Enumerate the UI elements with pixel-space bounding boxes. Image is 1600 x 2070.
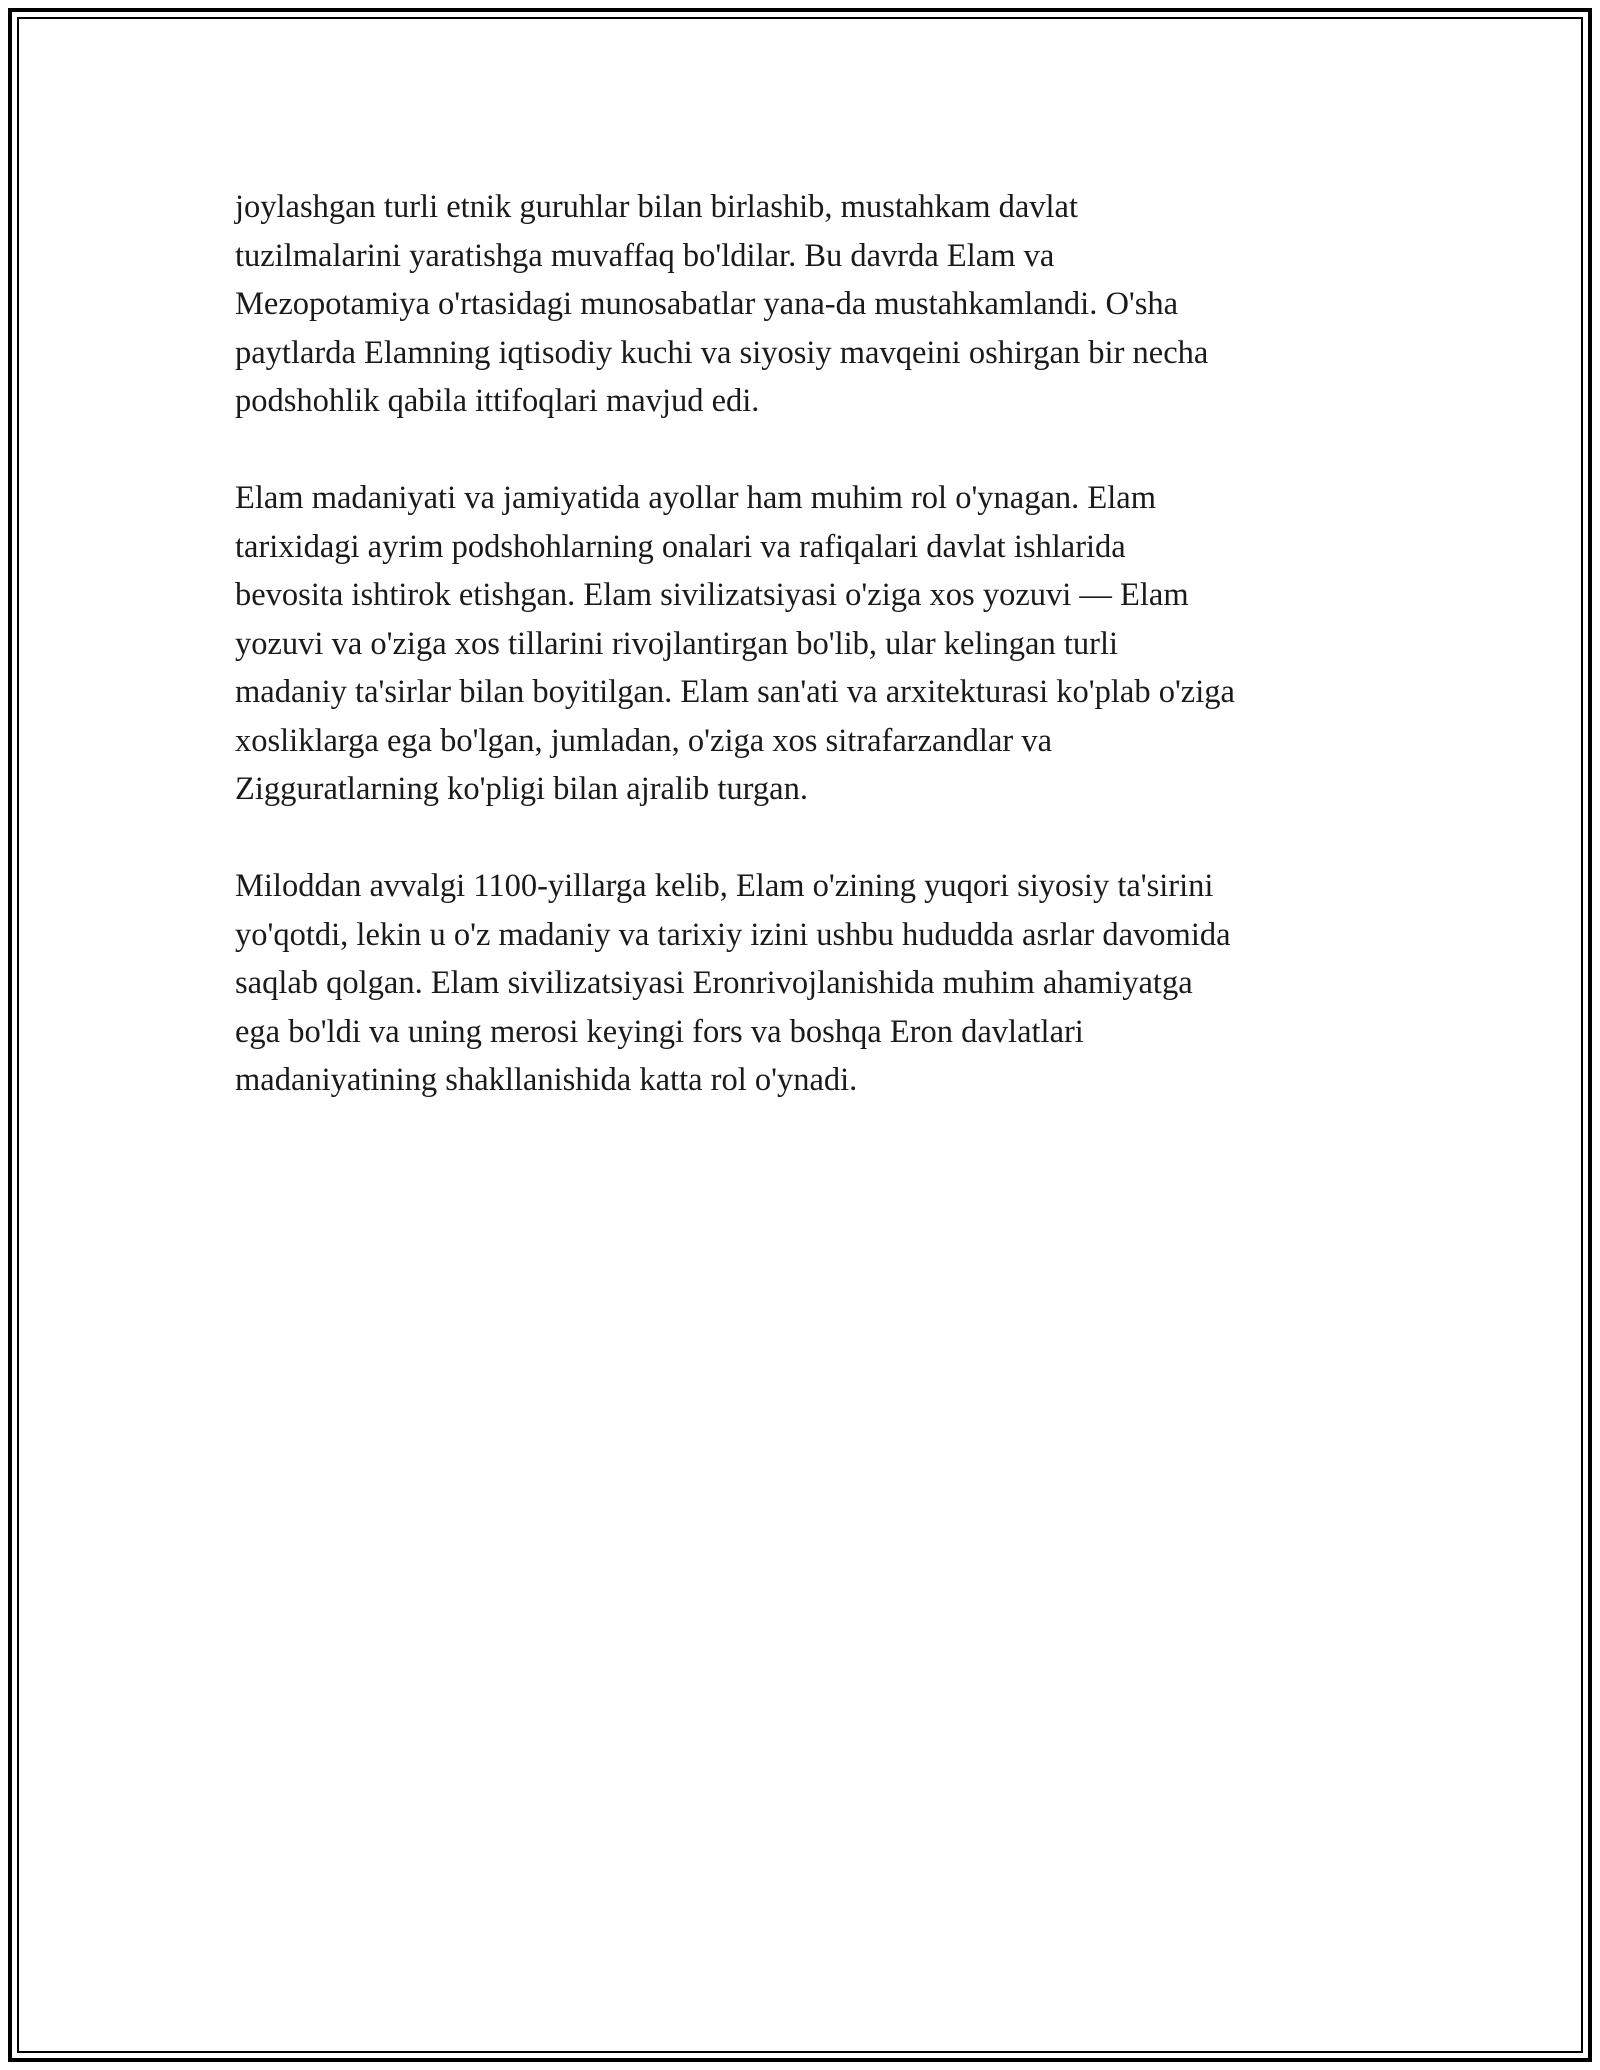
text-line: tuzilmalarini yaratishga muvaffaq bo'ldilar. Bu davrda Elam va [235,237,1055,274]
text-line: joylashgan turli etnik guruhlar bilan birlashib, mustahkam davlat [235,189,1079,225]
paragraph-2 [235,474,1375,814]
text-line: Miloddan avvalgi 1100-yillarga kelib, Elam o'zining yuqori siyosiy ta'sirini [235,868,1214,904]
text-line: xosliklarga ega bo'lgan, jumladan, o'ziga xos sitrafarzandlar va [235,722,1053,759]
text-line: Mezopotamiya o'rtasidagi munosabatlar yana-da mustahkamlandi. O'sha [235,286,1179,322]
text-line: saqlab qolgan. Elam sivilizatsiyasi Eronrivojlanishida muhim ahamiyatga [235,965,1193,1001]
text-line: ega bo'ldi va uning merosi keyingi fors va boshqa Eron davlatlari [235,1013,1084,1050]
text-line: podshohlik qabila ittifoqlari mavjud edi. [235,383,760,419]
text-line: bevosita ishtirok etishgan. Elam sivilizatsiyasi o'ziga xos yozuvi — Elam [235,577,1189,613]
text-line: paytlarda Elamning iqtisodiy kuchi va siyosiy mavqeini oshirgan bir necha [235,334,1209,371]
text-line: yo'qotdi, lekin u o'z madaniy va tarixiy izini ushbu hududda asrlar davomida [235,916,1231,953]
text-line: tarixidagi ayrim podshohlarning onalari va rafiqalari davlat ishlarida [235,528,1126,565]
text-line: Zigguratlarning ko'pligi bilan ajralib turgan. [235,771,808,807]
text-line: madaniyatining shakllanishida katta rol o'ynadi. [235,1062,858,1098]
text-line: madaniy ta'sirlar bilan boyitilgan. Elam san'ati va arxitekturasi ko'plab o'ziga [235,674,1235,710]
paragraph-1 [235,183,1375,426]
text-line: Elam madaniyati va jamiyatida ayollar ham muhim rol o'ynagan. Elam [235,480,1156,516]
document-body [235,183,1375,1153]
paragraph-3 [235,862,1375,1105]
text-line: yozuvi va o'ziga xos tillarini rivojlantirgan bo'lib, ular kelingan turli [235,625,1119,662]
